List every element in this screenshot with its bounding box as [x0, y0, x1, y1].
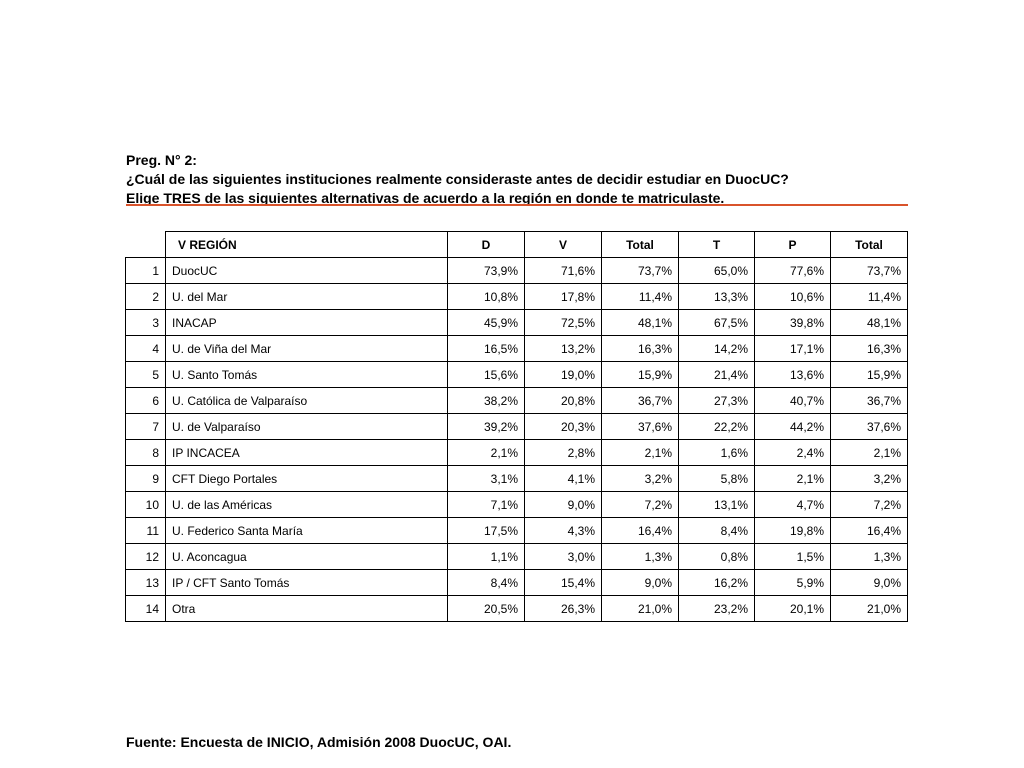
table-cell: 7,2% — [831, 492, 908, 518]
table-cell: 4,3% — [525, 518, 602, 544]
table-cell: 2,1% — [755, 466, 831, 492]
row-number: 7 — [126, 414, 166, 440]
table-cell: 16,3% — [831, 336, 908, 362]
table-row — [126, 362, 908, 388]
table-cell: 37,6% — [602, 414, 679, 440]
table-cell: 13,1% — [679, 492, 755, 518]
table-cell: 8,4% — [679, 518, 755, 544]
table-cell: 13,3% — [679, 284, 755, 310]
header-col-d: D — [448, 232, 525, 258]
table-row — [126, 570, 908, 596]
table-row — [126, 310, 908, 336]
table-cell: 73,7% — [602, 258, 679, 284]
table-cell: 73,9% — [448, 258, 525, 284]
row-number: 8 — [126, 440, 166, 466]
table-cell: 2,1% — [831, 440, 908, 466]
institution-name: Otra — [166, 596, 448, 622]
table-cell: 19,8% — [755, 518, 831, 544]
table-row — [126, 388, 908, 414]
table-cell: 65,0% — [679, 258, 755, 284]
table-row — [126, 492, 908, 518]
table-cell: 21,4% — [679, 362, 755, 388]
table-cell: 9,0% — [831, 570, 908, 596]
table-cell: 72,5% — [525, 310, 602, 336]
institution-name: IP INCACEA — [166, 440, 448, 466]
table-row — [126, 440, 908, 466]
row-number: 11 — [126, 518, 166, 544]
table-cell: 1,6% — [679, 440, 755, 466]
table-cell: 48,1% — [831, 310, 908, 336]
institution-name: U. de Viña del Mar — [166, 336, 448, 362]
table-cell: 3,0% — [525, 544, 602, 570]
table-cell: 5,9% — [755, 570, 831, 596]
table-cell: 16,3% — [602, 336, 679, 362]
table-cell: 16,5% — [448, 336, 525, 362]
table-cell: 38,2% — [448, 388, 525, 414]
table-cell: 22,2% — [679, 414, 755, 440]
institution-name: U. de Valparaíso — [166, 414, 448, 440]
row-number: 14 — [126, 596, 166, 622]
table-cell: 20,3% — [525, 414, 602, 440]
table-cell: 11,4% — [602, 284, 679, 310]
row-number: 9 — [126, 466, 166, 492]
institution-name: DuocUC — [166, 258, 448, 284]
table-cell: 19,0% — [525, 362, 602, 388]
table-cell: 2,1% — [602, 440, 679, 466]
table-row — [126, 596, 908, 622]
table-cell: 15,6% — [448, 362, 525, 388]
header-blank — [126, 232, 166, 258]
table-cell: 45,9% — [448, 310, 525, 336]
title-divider — [126, 204, 908, 206]
table-cell: 16,4% — [831, 518, 908, 544]
table-cell: 39,2% — [448, 414, 525, 440]
table-cell: 36,7% — [831, 388, 908, 414]
table-cell: 36,7% — [602, 388, 679, 414]
table-cell: 0,8% — [679, 544, 755, 570]
table-cell: 15,4% — [525, 570, 602, 596]
header-col-p: P — [755, 232, 831, 258]
institution-name: U. de las Américas — [166, 492, 448, 518]
table-cell: 17,8% — [525, 284, 602, 310]
table-cell: 4,1% — [525, 466, 602, 492]
row-number: 6 — [126, 388, 166, 414]
table-cell: 3,2% — [602, 466, 679, 492]
table-cell: 11,4% — [831, 284, 908, 310]
header-region: V REGIÓN — [166, 232, 448, 258]
table-row — [126, 518, 908, 544]
table-cell: 23,2% — [679, 596, 755, 622]
table-cell: 21,0% — [602, 596, 679, 622]
question-instruction: Elige TRES de las siguientes alternativas de acuerdo a la región en donde te matriculaste. — [126, 190, 725, 206]
table-cell: 2,8% — [525, 440, 602, 466]
row-number: 13 — [126, 570, 166, 596]
table-cell: 39,8% — [755, 310, 831, 336]
table-cell: 17,5% — [448, 518, 525, 544]
header-col-total-1: Total — [602, 232, 679, 258]
row-number: 3 — [126, 310, 166, 336]
table-cell: 3,2% — [831, 466, 908, 492]
institution-name: CFT Diego Portales — [166, 466, 448, 492]
table-cell: 2,1% — [448, 440, 525, 466]
table-cell: 9,0% — [525, 492, 602, 518]
institution-name: U. Santo Tomás — [166, 362, 448, 388]
table-cell: 1,3% — [831, 544, 908, 570]
question-block — [126, 151, 906, 208]
institution-name: IP / CFT Santo Tomás — [166, 570, 448, 596]
table-row — [126, 544, 908, 570]
table-cell: 1,3% — [602, 544, 679, 570]
table-cell: 27,3% — [679, 388, 755, 414]
table-cell: 16,4% — [602, 518, 679, 544]
table-cell: 67,5% — [679, 310, 755, 336]
table-cell: 13,2% — [525, 336, 602, 362]
institution-name: U. Aconcagua — [166, 544, 448, 570]
table-cell: 77,6% — [755, 258, 831, 284]
question-text: ¿Cuál de las siguientes instituciones realmente consideraste antes de decidir estudiar en DuocUC? — [126, 171, 789, 187]
table-cell: 15,9% — [831, 362, 908, 388]
table-cell: 10,8% — [448, 284, 525, 310]
table-cell: 20,5% — [448, 596, 525, 622]
table-cell: 44,2% — [755, 414, 831, 440]
table-cell: 73,7% — [831, 258, 908, 284]
row-number: 10 — [126, 492, 166, 518]
table-cell: 9,0% — [602, 570, 679, 596]
table-row — [126, 284, 908, 310]
header-col-t: T — [679, 232, 755, 258]
institution-name: U. Católica de Valparaíso — [166, 388, 448, 414]
table-row — [126, 414, 908, 440]
table-cell: 16,2% — [679, 570, 755, 596]
table-row — [126, 336, 908, 362]
table-cell: 7,2% — [602, 492, 679, 518]
row-number: 4 — [126, 336, 166, 362]
table-cell: 2,4% — [755, 440, 831, 466]
table-cell: 1,5% — [755, 544, 831, 570]
table-cell: 40,7% — [755, 388, 831, 414]
table-cell: 37,6% — [831, 414, 908, 440]
table-cell: 20,1% — [755, 596, 831, 622]
results-table — [125, 231, 908, 622]
table-cell: 71,6% — [525, 258, 602, 284]
table-cell: 21,0% — [831, 596, 908, 622]
table-body — [126, 258, 908, 622]
table-cell: 5,8% — [679, 466, 755, 492]
header-col-total-2: Total — [831, 232, 908, 258]
table-row — [126, 258, 908, 284]
table-cell: 26,3% — [525, 596, 602, 622]
row-number: 1 — [126, 258, 166, 284]
table-row — [126, 466, 908, 492]
table-cell: 13,6% — [755, 362, 831, 388]
row-number: 2 — [126, 284, 166, 310]
table-cell: 1,1% — [448, 544, 525, 570]
institution-name: U. del Mar — [166, 284, 448, 310]
row-number: 5 — [126, 362, 166, 388]
table-cell: 10,6% — [755, 284, 831, 310]
table-cell: 20,8% — [525, 388, 602, 414]
row-number: 12 — [126, 544, 166, 570]
table-cell: 4,7% — [755, 492, 831, 518]
table-header-row — [126, 232, 908, 258]
source-note: Fuente: Encuesta de INICIO, Admisión 2008 DuocUC, OAI. — [126, 734, 512, 750]
table-cell: 3,1% — [448, 466, 525, 492]
question-number: Preg. N° 2: — [126, 152, 197, 168]
table-cell: 48,1% — [602, 310, 679, 336]
institution-name: U. Federico Santa María — [166, 518, 448, 544]
table-cell: 7,1% — [448, 492, 525, 518]
table-cell: 14,2% — [679, 336, 755, 362]
table-cell: 15,9% — [602, 362, 679, 388]
table-cell: 8,4% — [448, 570, 525, 596]
institution-name: INACAP — [166, 310, 448, 336]
header-col-v: V — [525, 232, 602, 258]
table-cell: 17,1% — [755, 336, 831, 362]
